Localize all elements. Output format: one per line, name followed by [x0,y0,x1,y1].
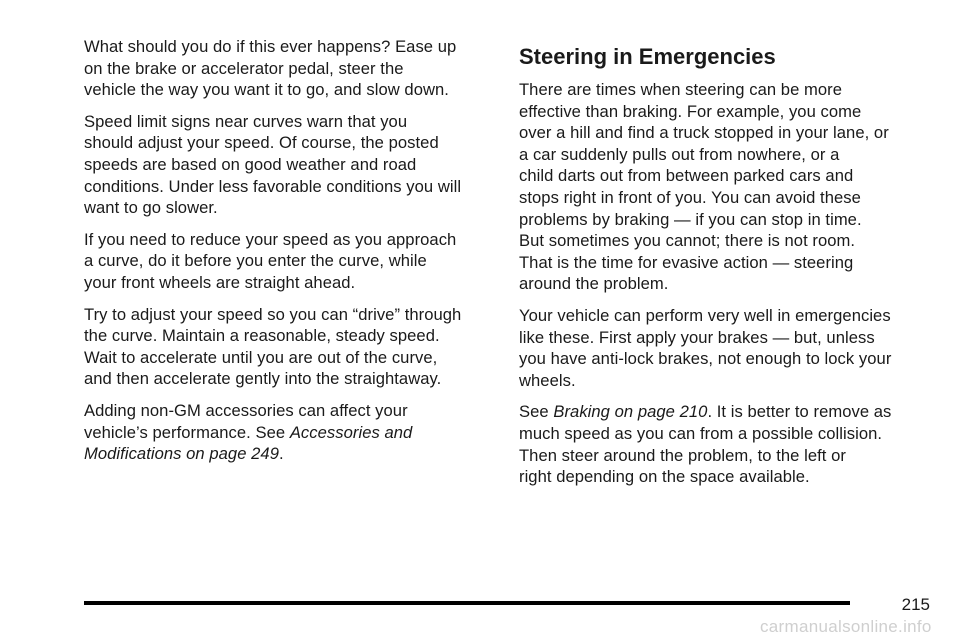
watermark: carmanualsonline.info [760,617,932,636]
paragraph-vehicle-performance: Your vehicle can perform very well in emergencies like these. First apply your brakes — but, unless you have anti-lock brakes, not enough to lock your wheels. [519,305,892,390]
accessories-period: . [278,444,284,464]
see-text: See [519,402,554,422]
paragraph-steering-vs-braking: There are times when steering can be more effective than braking. For example, you come over a hill and find a truck stopped in your lane, or a car suddenly pulls out from nowhere, or a child darts out from between parked cars and stops right in front of you. You can avoid these problems by braking — if you can stop in time. But sometimes you cannot; there is not room. That is the time for evasive action — steering around the problem. [519,80,889,294]
footer-rule [84,601,850,605]
paragraph-drive-through-curve: Try to adjust your speed so you can “drive” through the curve. Maintain a reasonable, steady speed. Wait to accelerate until you are out of the curve, and then accelerate gently into the straightaway. [84,304,462,389]
paragraph-reduce-speed: If you need to reduce your speed as you approach a curve, do it before you enter the curve, while your front wheels are straight ahead. [84,229,457,292]
accessories-link[interactable]: Accessories and Modifications on page 249 [84,422,413,464]
page-number: 215 [901,595,930,614]
paragraph-skid-response: What should you do if this ever happens? Ease up on the brake or accelerator pedal, steer the vehicle the way you want it to go, and slow down. [84,37,457,100]
right-column [519,36,929,498]
accessories-text: Adding non-GM accessories can affect your vehicle’s performance. See [84,400,408,442]
braking-link[interactable]: Braking on page 210 [553,402,708,422]
paragraph-braking-reference [519,401,929,487]
paragraph-accessories [84,400,494,465]
left-column [84,36,494,475]
braking-followup-text: . It is better to remove as much speed as you can from a possible collision. Then steer around the problem, to the left or right depending on the space available. [519,402,892,487]
paragraph-speed-limit-signs: Speed limit signs near curves warn that you should adjust your speed. Of course, the posted speeds are based on good weather and road conditions. Under less favorable conditions you will want to go slower. [84,111,462,218]
section-heading: Steering in Emergencies [519,44,776,69]
